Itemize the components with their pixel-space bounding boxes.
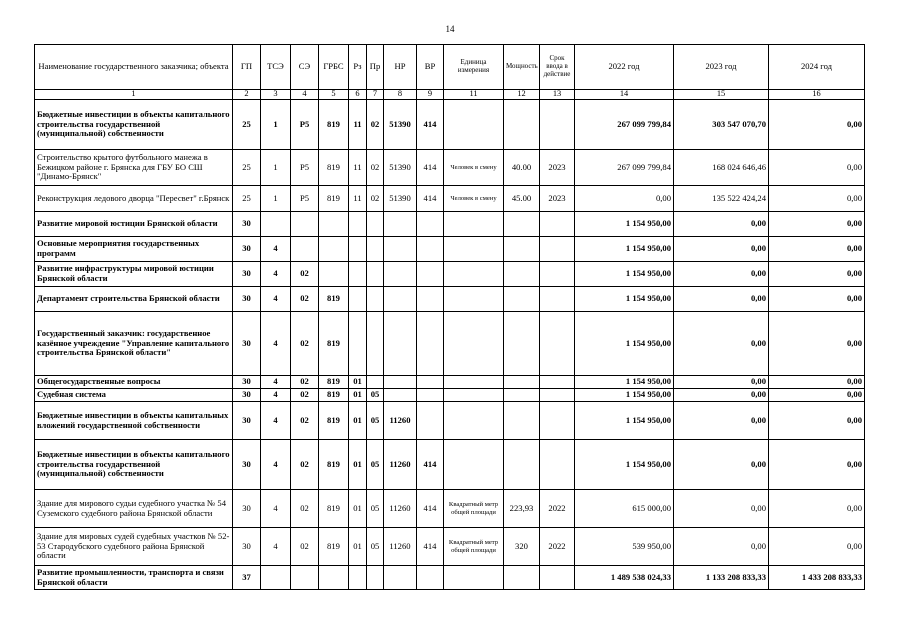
- cell-2024: 1 433 208 833,33: [769, 566, 865, 590]
- cell-rz: 11: [349, 100, 367, 150]
- row-name: Бюджетные инвестиции в объекты капитального строительства государственной (муниципальной) собственности: [35, 440, 233, 490]
- cell-rz: [349, 237, 367, 262]
- col-header-term: Срок ввода в действие: [540, 45, 575, 90]
- cell-term: [540, 402, 575, 440]
- cell-rz: 01: [349, 389, 367, 402]
- column-number: 8: [384, 90, 417, 100]
- cell-rz: 11: [349, 150, 367, 186]
- cell-2022: 615 000,00: [575, 490, 674, 528]
- cell-2024: 0,00: [769, 312, 865, 376]
- cell-nr: 11260: [384, 402, 417, 440]
- cell-pr: 05: [367, 490, 384, 528]
- cell-capacity: [504, 402, 540, 440]
- cell-capacity: [504, 440, 540, 490]
- cell-tse: 4: [261, 287, 291, 312]
- table-row: [35, 237, 865, 262]
- cell-capacity: 223,93: [504, 490, 540, 528]
- cell-capacity: [504, 287, 540, 312]
- cell-2022: 267 099 799,84: [575, 100, 674, 150]
- cell-nr: [384, 376, 417, 389]
- cell-vr: 414: [417, 440, 444, 490]
- cell-capacity: [504, 262, 540, 287]
- table-row: [35, 376, 865, 389]
- cell-tse: 4: [261, 237, 291, 262]
- cell-2022: 1 154 950,00: [575, 376, 674, 389]
- column-number: 4: [291, 90, 319, 100]
- cell-rz: 01: [349, 402, 367, 440]
- cell-tse: 4: [261, 376, 291, 389]
- cell-grbs: [319, 566, 349, 590]
- cell-2023: 1 133 208 833,33: [674, 566, 769, 590]
- cell-capacity: 40.00: [504, 150, 540, 186]
- cell-tse: 4: [261, 389, 291, 402]
- cell-2024: 0,00: [769, 100, 865, 150]
- col-header-capacity: Мощность: [504, 45, 540, 90]
- cell-rz: 01: [349, 528, 367, 566]
- cell-2022: 0,00: [575, 186, 674, 212]
- cell-pr: [367, 212, 384, 237]
- cell-se: [291, 212, 319, 237]
- col-header-2024: 2024 год: [769, 45, 865, 90]
- cell-2024: 0,00: [769, 528, 865, 566]
- cell-gp: 25: [233, 186, 261, 212]
- cell-tse: [261, 566, 291, 590]
- col-header-2023: 2023 год: [674, 45, 769, 90]
- cell-tse: 4: [261, 262, 291, 287]
- table-row: [35, 440, 865, 490]
- cell-nr: [384, 262, 417, 287]
- table-row: [35, 212, 865, 237]
- row-name: Основные мероприятия государственных программ: [35, 237, 233, 262]
- cell-nr: [384, 212, 417, 237]
- cell-nr: [384, 312, 417, 376]
- cell-se: [291, 237, 319, 262]
- cell-2022: 1 154 950,00: [575, 440, 674, 490]
- cell-unit: [444, 376, 504, 389]
- cell-vr: [417, 376, 444, 389]
- cell-se: Р5: [291, 150, 319, 186]
- table-row: [35, 566, 865, 590]
- cell-grbs: [319, 262, 349, 287]
- table-row: [35, 100, 865, 150]
- cell-se: 02: [291, 376, 319, 389]
- col-header-tse: ТСЭ: [261, 45, 291, 90]
- cell-unit: Человек в смену: [444, 150, 504, 186]
- cell-se: 02: [291, 490, 319, 528]
- cell-se: 02: [291, 389, 319, 402]
- column-number: 2: [233, 90, 261, 100]
- cell-tse: 1: [261, 150, 291, 186]
- cell-2023: 0,00: [674, 237, 769, 262]
- page-number: 14: [445, 24, 455, 34]
- cell-nr: [384, 566, 417, 590]
- cell-grbs: 819: [319, 376, 349, 389]
- cell-grbs: 819: [319, 312, 349, 376]
- col-header-name: Наименование государственного заказчика; объекта: [35, 45, 233, 90]
- cell-unit: [444, 566, 504, 590]
- cell-capacity: 45.00: [504, 186, 540, 212]
- cell-rz: 01: [349, 490, 367, 528]
- row-name: Развитие мировой юстиции Брянской области: [35, 212, 233, 237]
- cell-unit: [444, 312, 504, 376]
- table-row: [35, 402, 865, 440]
- column-number: 6: [349, 90, 367, 100]
- cell-gp: 30: [233, 528, 261, 566]
- cell-vr: [417, 237, 444, 262]
- cell-gp: 25: [233, 150, 261, 186]
- row-name: Реконструкция ледового дворца "Пересвет" г.Брянск: [35, 186, 233, 212]
- table-row: [35, 186, 865, 212]
- cell-nr: 51390: [384, 100, 417, 150]
- cell-2024: 0,00: [769, 186, 865, 212]
- cell-2023: 0,00: [674, 389, 769, 402]
- cell-tse: [261, 212, 291, 237]
- cell-capacity: [504, 376, 540, 389]
- cell-rz: [349, 287, 367, 312]
- cell-2023: 0,00: [674, 212, 769, 237]
- cell-2023: 0,00: [674, 528, 769, 566]
- cell-2022: 1 489 538 024,33: [575, 566, 674, 590]
- cell-pr: [367, 287, 384, 312]
- cell-term: [540, 376, 575, 389]
- cell-unit: [444, 287, 504, 312]
- column-number: 9: [417, 90, 444, 100]
- cell-rz: 11: [349, 186, 367, 212]
- cell-capacity: [504, 312, 540, 376]
- cell-pr: [367, 376, 384, 389]
- cell-tse: 1: [261, 186, 291, 212]
- cell-2023: 0,00: [674, 376, 769, 389]
- cell-unit: Квадратный метр общей площади: [444, 528, 504, 566]
- cell-se: Р5: [291, 186, 319, 212]
- cell-2022: 1 154 950,00: [575, 237, 674, 262]
- cell-2023: 303 547 070,70: [674, 100, 769, 150]
- cell-pr: [367, 262, 384, 287]
- cell-rz: [349, 262, 367, 287]
- cell-2022: 539 950,00: [575, 528, 674, 566]
- cell-unit: Квадратный метр общей площади: [444, 490, 504, 528]
- column-number: 12: [504, 90, 540, 100]
- cell-2023: 0,00: [674, 262, 769, 287]
- cell-2024: 0,00: [769, 490, 865, 528]
- cell-se: 02: [291, 440, 319, 490]
- cell-pr: 02: [367, 150, 384, 186]
- cell-gp: 30: [233, 237, 261, 262]
- col-header-gp: ГП: [233, 45, 261, 90]
- cell-pr: 05: [367, 389, 384, 402]
- cell-tse: 4: [261, 490, 291, 528]
- cell-term: 2022: [540, 528, 575, 566]
- column-number: 3: [261, 90, 291, 100]
- cell-nr: 11260: [384, 528, 417, 566]
- table-row: [35, 262, 865, 287]
- cell-nr: [384, 389, 417, 402]
- cell-pr: 02: [367, 186, 384, 212]
- cell-2024: 0,00: [769, 376, 865, 389]
- header-row: [35, 45, 865, 90]
- row-name: Департамент строительства Брянской области: [35, 287, 233, 312]
- cell-2023: 0,00: [674, 440, 769, 490]
- row-name: Здание для мирового судьи судебного участка № 54 Суземского судебного района Брянской области: [35, 490, 233, 528]
- column-number: 13: [540, 90, 575, 100]
- cell-2023: 168 024 646,46: [674, 150, 769, 186]
- column-number: 1: [35, 90, 233, 100]
- cell-nr: 51390: [384, 186, 417, 212]
- cell-vr: 414: [417, 528, 444, 566]
- cell-nr: [384, 237, 417, 262]
- table-row: [35, 287, 865, 312]
- cell-2024: 0,00: [769, 440, 865, 490]
- row-name: Здание для мировых судей судебных участков № 52-53 Стародубского судебного района Брянской области: [35, 528, 233, 566]
- cell-tse: 4: [261, 312, 291, 376]
- cell-unit: [444, 100, 504, 150]
- table-row: [35, 528, 865, 566]
- cell-vr: [417, 287, 444, 312]
- cell-2022: 1 154 950,00: [575, 287, 674, 312]
- cell-term: 2023: [540, 186, 575, 212]
- col-header-vr: ВР: [417, 45, 444, 90]
- cell-tse: 1: [261, 100, 291, 150]
- cell-pr: 02: [367, 100, 384, 150]
- cell-term: [540, 100, 575, 150]
- cell-grbs: 819: [319, 100, 349, 150]
- cell-grbs: 819: [319, 150, 349, 186]
- cell-term: 2023: [540, 150, 575, 186]
- table-row: [35, 490, 865, 528]
- cell-pr: 05: [367, 402, 384, 440]
- cell-2024: 0,00: [769, 237, 865, 262]
- cell-term: [540, 212, 575, 237]
- cell-pr: [367, 566, 384, 590]
- cell-term: [540, 237, 575, 262]
- cell-se: Р5: [291, 100, 319, 150]
- cell-2024: 0,00: [769, 287, 865, 312]
- cell-se: 02: [291, 528, 319, 566]
- cell-2024: 0,00: [769, 402, 865, 440]
- cell-term: [540, 440, 575, 490]
- cell-tse: 4: [261, 402, 291, 440]
- column-number: 7: [367, 90, 384, 100]
- cell-unit: [444, 262, 504, 287]
- cell-term: 2022: [540, 490, 575, 528]
- cell-vr: [417, 212, 444, 237]
- table-row: [35, 312, 865, 376]
- cell-grbs: 819: [319, 440, 349, 490]
- cell-gp: 37: [233, 566, 261, 590]
- row-name: Общегосударственные вопросы: [35, 376, 233, 389]
- cell-term: [540, 262, 575, 287]
- row-name: Бюджетные инвестиции в объекты капитального строительства государственной (муниципальной) собственности: [35, 100, 233, 150]
- cell-capacity: 320: [504, 528, 540, 566]
- row-name: Судебная система: [35, 389, 233, 402]
- cell-2023: 0,00: [674, 312, 769, 376]
- cell-2023: 135 522 424,24: [674, 186, 769, 212]
- cell-unit: [444, 389, 504, 402]
- cell-vr: 414: [417, 100, 444, 150]
- cell-2022: 1 154 950,00: [575, 262, 674, 287]
- col-header-se: СЭ: [291, 45, 319, 90]
- col-header-pr: Пр: [367, 45, 384, 90]
- cell-rz: [349, 312, 367, 376]
- cell-2022: 1 154 950,00: [575, 402, 674, 440]
- cell-pr: [367, 312, 384, 376]
- cell-se: [291, 566, 319, 590]
- cell-vr: [417, 566, 444, 590]
- cell-grbs: [319, 237, 349, 262]
- cell-term: [540, 312, 575, 376]
- cell-vr: 414: [417, 186, 444, 212]
- cell-tse: 4: [261, 440, 291, 490]
- cell-capacity: [504, 212, 540, 237]
- cell-2023: 0,00: [674, 490, 769, 528]
- cell-capacity: [504, 566, 540, 590]
- cell-rz: 01: [349, 440, 367, 490]
- row-name: Бюджетные инвестиции в объекты капитальных вложений государственной собственности: [35, 402, 233, 440]
- cell-grbs: 819: [319, 528, 349, 566]
- cell-unit: [444, 237, 504, 262]
- cell-se: 02: [291, 312, 319, 376]
- cell-nr: 11260: [384, 490, 417, 528]
- cell-nr: 11260: [384, 440, 417, 490]
- row-name: Государственный заказчик: государственное казённое учреждение "Управление капитального строительства Брянской области": [35, 312, 233, 376]
- cell-gp: 30: [233, 312, 261, 376]
- cell-se: 02: [291, 402, 319, 440]
- table-row: [35, 389, 865, 402]
- column-number: 11: [444, 90, 504, 100]
- cell-gp: 30: [233, 262, 261, 287]
- cell-gp: 30: [233, 490, 261, 528]
- cell-grbs: 819: [319, 186, 349, 212]
- col-header-nr: НР: [384, 45, 417, 90]
- cell-2023: 0,00: [674, 287, 769, 312]
- table-body: [35, 100, 865, 590]
- cell-pr: 05: [367, 440, 384, 490]
- column-number: 15: [674, 90, 769, 100]
- cell-rz: [349, 212, 367, 237]
- col-header-2022: 2022 год: [575, 45, 674, 90]
- cell-rz: 01: [349, 376, 367, 389]
- cell-gp: 25: [233, 100, 261, 150]
- cell-gp: 30: [233, 287, 261, 312]
- cell-term: [540, 287, 575, 312]
- cell-gp: 30: [233, 389, 261, 402]
- cell-grbs: 819: [319, 490, 349, 528]
- col-header-grbs: ГРБС: [319, 45, 349, 90]
- cell-gp: 30: [233, 376, 261, 389]
- cell-vr: [417, 312, 444, 376]
- col-header-unit: Единица измерения: [444, 45, 504, 90]
- cell-se: 02: [291, 287, 319, 312]
- cell-2022: 1 154 950,00: [575, 389, 674, 402]
- cell-grbs: 819: [319, 402, 349, 440]
- cell-grbs: 819: [319, 287, 349, 312]
- cell-2024: 0,00: [769, 150, 865, 186]
- investment-table: [34, 44, 865, 590]
- cell-grbs: 819: [319, 389, 349, 402]
- cell-unit: [444, 402, 504, 440]
- cell-grbs: [319, 212, 349, 237]
- column-number: 14: [575, 90, 674, 100]
- row-name: Развитие промышленности, транспорта и связи Брянской области: [35, 566, 233, 590]
- cell-2024: 0,00: [769, 262, 865, 287]
- cell-capacity: [504, 237, 540, 262]
- cell-unit: Человек в смену: [444, 186, 504, 212]
- cell-se: 02: [291, 262, 319, 287]
- cell-nr: [384, 287, 417, 312]
- cell-2023: 0,00: [674, 402, 769, 440]
- cell-term: [540, 389, 575, 402]
- cell-2022: 1 154 950,00: [575, 212, 674, 237]
- row-name: Строительство крытого футбольного манежа в Бежицком районе г. Брянска для ГБУ БО СШ "Динамо-Брянск": [35, 150, 233, 186]
- cell-tse: 4: [261, 528, 291, 566]
- cell-gp: 30: [233, 212, 261, 237]
- cell-2024: 0,00: [769, 212, 865, 237]
- column-number: 16: [769, 90, 865, 100]
- cell-capacity: [504, 389, 540, 402]
- table-row: [35, 150, 865, 186]
- cell-capacity: [504, 100, 540, 150]
- column-number-row: [35, 90, 865, 100]
- cell-nr: 51390: [384, 150, 417, 186]
- cell-unit: [444, 212, 504, 237]
- cell-vr: [417, 402, 444, 440]
- cell-gp: 30: [233, 402, 261, 440]
- column-number: 5: [319, 90, 349, 100]
- cell-vr: 414: [417, 490, 444, 528]
- cell-2022: 1 154 950,00: [575, 312, 674, 376]
- cell-2024: 0,00: [769, 389, 865, 402]
- cell-vr: [417, 389, 444, 402]
- cell-unit: [444, 440, 504, 490]
- cell-vr: 414: [417, 150, 444, 186]
- col-header-rz: Рз: [349, 45, 367, 90]
- cell-2022: 267 099 799,84: [575, 150, 674, 186]
- cell-pr: [367, 237, 384, 262]
- cell-term: [540, 566, 575, 590]
- cell-pr: 05: [367, 528, 384, 566]
- row-name: Развитие инфраструктуры мировой юстиции Брянской области: [35, 262, 233, 287]
- cell-rz: [349, 566, 367, 590]
- cell-gp: 30: [233, 440, 261, 490]
- cell-vr: [417, 262, 444, 287]
